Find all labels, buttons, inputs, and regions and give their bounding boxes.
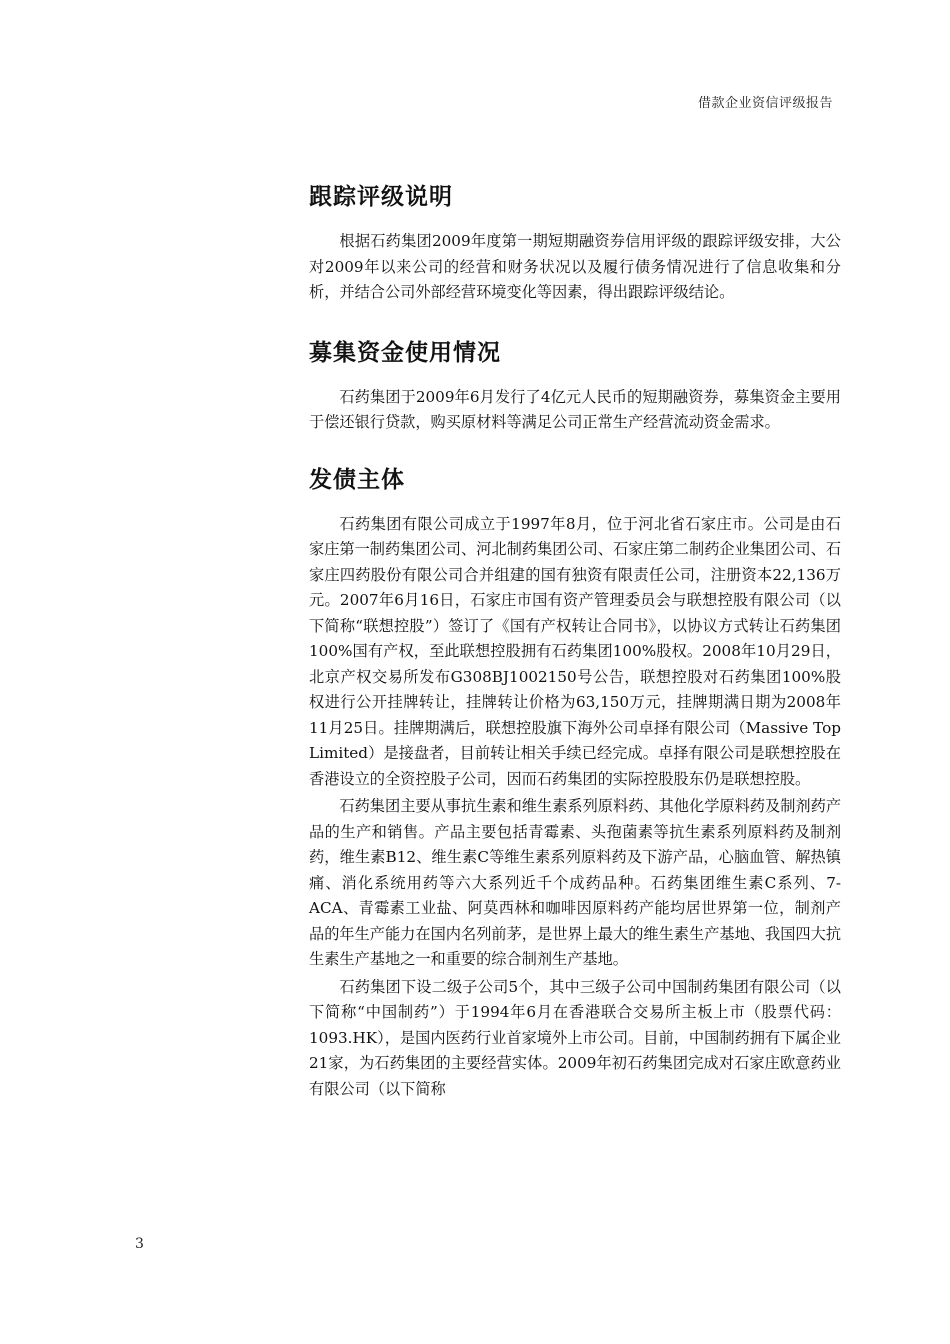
page-number: 3 bbox=[135, 1236, 144, 1252]
section-issuer bbox=[309, 461, 841, 1103]
section-funds-usage bbox=[309, 334, 841, 436]
document-body bbox=[309, 178, 841, 1102]
paragraph: 石药集团主要从事抗生素和维生素系列原料药、其他化学原料药及制剂药产品的生产和销售。产品主要包括青霉素、头孢菌素等抗生素系列原料药及制剂药，维生素B12、维生素C等维生素系列原料药及下游产品，心脑血管、解热镇痛、消化系统用药等六大系列近千个成药品种。石药集团维生素C系列、7-ACA、青霉素工业盐、阿莫西林和咖啡因原料药产能均居世界第一位，制剂产品的年生产能力在国内名列前茅，是世界上最大的维生素生产基地、我国四大抗生素生产基地之一和重要的综合制剂生产基地。 bbox=[309, 797, 841, 968]
paragraph: 根据石药集团2009年度第一期短期融资券信用评级的跟踪评级安排，大公对2009年以来公司的经营和财务状况以及履行债务情况进行了信息收集和分析，并结合公司外部经营环境变化等因素，得出跟踪评级结论。 bbox=[309, 232, 841, 301]
section-heading: 募集资金使用情况 bbox=[309, 339, 501, 366]
running-header: 借款企业资信评级报告 bbox=[697, 96, 833, 111]
section-heading: 跟踪评级说明 bbox=[309, 184, 453, 210]
section-tracking-rating bbox=[309, 178, 841, 306]
paragraph: 石药集团于2009年6月发行了4亿元人民币的短期融资券，募集资金主要用于偿还银行贷款，购买原材料等满足公司正常生产经营流动资金需求。 bbox=[309, 387, 841, 431]
section-heading: 发债主体 bbox=[309, 466, 405, 493]
paragraph: 石药集团下设二级子公司5个，其中三级子公司中国制药集团有限公司（以下简称“中国制药”）于1994年6月在香港联合交易所主板上市（股票代码：1093.HK），是国内医药行业首家境外上市公司。目前，中国制药拥有下属企业21家，为石药集团的主要经营实体。2009年初石药集团完成对石家庄欧意药业有限公司（以下简称 bbox=[309, 977, 841, 1098]
paragraph: 石药集团有限公司成立于1997年8月，位于河北省石家庄市。公司是由石家庄第一制药集团公司、河北制药集团公司、石家庄第二制药企业集团公司、石家庄四药股份有限公司合并组建的国有独资有限责任公司，注册资本22,136万元。2007年6月16日，石家庄市国有资产管理委员会与联想控股有限公司（以下简称“联想控股”）签订了《国有产权转让合同书》，以协议方式转让石药集团100%国有产权，至此联想控股拥有石药集团100%股权。2008年10月29日，北京产权交易所发布G308BJ1002150号公告，联想控股对石药集团100%股权进行公开挂牌转让，挂牌转让价格为63,150万元，挂牌期满日期为2008年11月25日。挂牌期满后，联想控股旗下海外公司卓择有限公司（Massive Top Limited）是接盘者，目前转让相关手续已经完成。卓择有限公司是联想控股在香港设立的全资控股子公司，因而石药集团的实际控股股东仍是联想控股。 bbox=[309, 514, 841, 788]
